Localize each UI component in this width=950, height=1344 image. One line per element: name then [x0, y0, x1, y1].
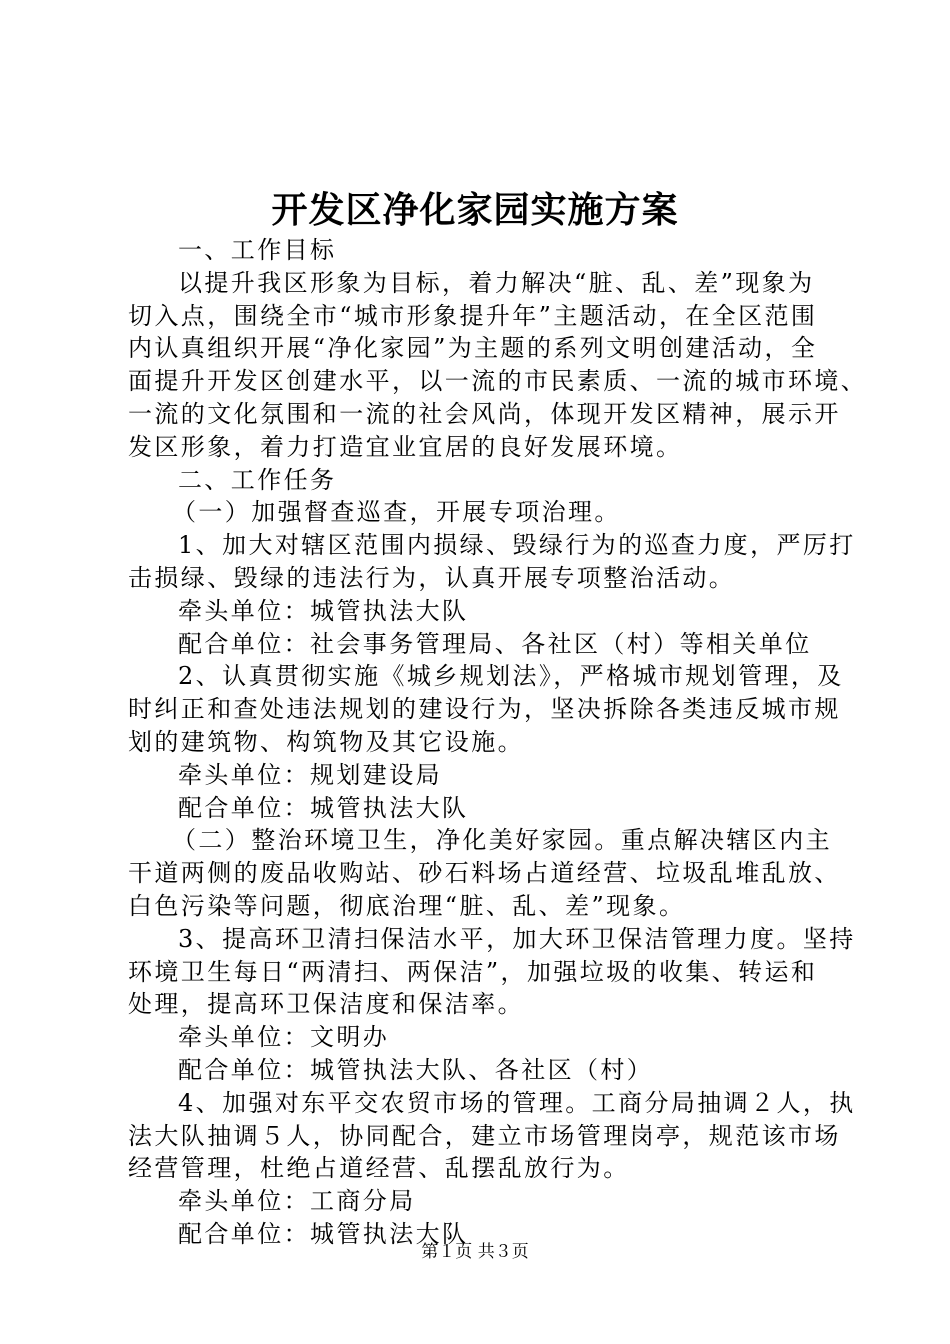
paragraph-line: 切入点，围绕全市“城市形象提升年”主题活动，在全区范围 [128, 301, 818, 330]
paragraph-line: 划的建筑物、构筑物及其它设施。 [128, 727, 524, 756]
paragraph-line: 发区形象，着力打造宜业宜居的良好发展环境。 [128, 432, 683, 461]
paragraph-line: 4、加强对东平交农贸市场的管理。工商分局抽调２人，执 [178, 1088, 856, 1117]
paragraph-line: 时纠正和查处违法规划的建设行为，坚决拆除各类违反城市规 [128, 695, 841, 724]
paragraph-line: 内认真组织开展“净化家园”为主题的系列文明创建活动，全 [128, 334, 818, 363]
lead-unit-line: 牵头单位：文明办 [178, 1023, 390, 1052]
document-body [128, 234, 868, 1251]
page-number: 第１页 共３页 [421, 1242, 529, 1262]
support-unit-line: 配合单位：社会事务管理局、各社区（村）等相关单位 [178, 629, 812, 658]
paragraph-line: 一流的文化氛围和一流的社会风尚，体现开发区精神，展示开 [128, 399, 841, 428]
paragraph-line: 白色污染等问题，彻底治理“脏、乱、差”现象。 [128, 891, 686, 920]
paragraph-line: 面提升开发区创建水平，以一流的市民素质、一流的城市环境、 [128, 367, 868, 396]
paragraph-line: 击损绿、毁绿的违法行为，认真开展专项整治活动。 [128, 563, 736, 592]
support-unit-line: 配合单位：城管执法大队 [178, 1219, 469, 1248]
paragraph-line: 干道两侧的废品收购站、砂石料场占道经营、垃圾乱堆乱放、 [128, 859, 841, 888]
paragraph-line: 环境卫生每日“两清扫、两保洁”，加强垃圾的收集、转运和 [128, 957, 818, 986]
paragraph-line: 经营管理，杜绝占道经营、乱摆乱放行为。 [128, 1154, 630, 1183]
paragraph-line: 处理，提高环卫保洁度和保洁率。 [128, 990, 524, 1019]
section-heading: 二、工作任务 [178, 465, 337, 494]
paragraph-line: 法大队抽调５人，协同配合，建立市场管理岗亭，规范该市场 [128, 1121, 841, 1150]
support-unit-line: 配合单位：城管执法大队、各社区（村） [178, 1055, 654, 1084]
subsection-heading: （二）整治环境卫生，净化美好家园。重点解决辖区内主 [172, 826, 832, 855]
document-title: 开发区净化家园实施方案 [271, 189, 679, 231]
lead-unit-line: 牵头单位：工商分局 [178, 1187, 416, 1216]
subsection-heading: （一）加强督查巡查，开展专项治理。 [172, 498, 621, 527]
paragraph-line: 以提升我区形象为目标，着力解决“脏、乱、差”现象为 [178, 268, 815, 297]
paragraph-line: 1、加大对辖区范围内损绿、毁绿行为的巡查力度，严厉打 [178, 531, 856, 560]
lead-unit-line: 牵头单位：城管执法大队 [178, 596, 469, 625]
section-heading: 一、工作目标 [178, 236, 337, 264]
paragraph-line: 2、认真贯彻实施《城乡规划法》，严格城市规划管理，及 [178, 662, 844, 691]
lead-unit-line: 牵头单位：规划建设局 [178, 760, 442, 789]
support-unit-line: 配合单位：城管执法大队 [178, 793, 469, 822]
paragraph-line: 3、提高环卫清扫保洁水平，加大环卫保洁管理力度。坚持 [178, 924, 856, 953]
